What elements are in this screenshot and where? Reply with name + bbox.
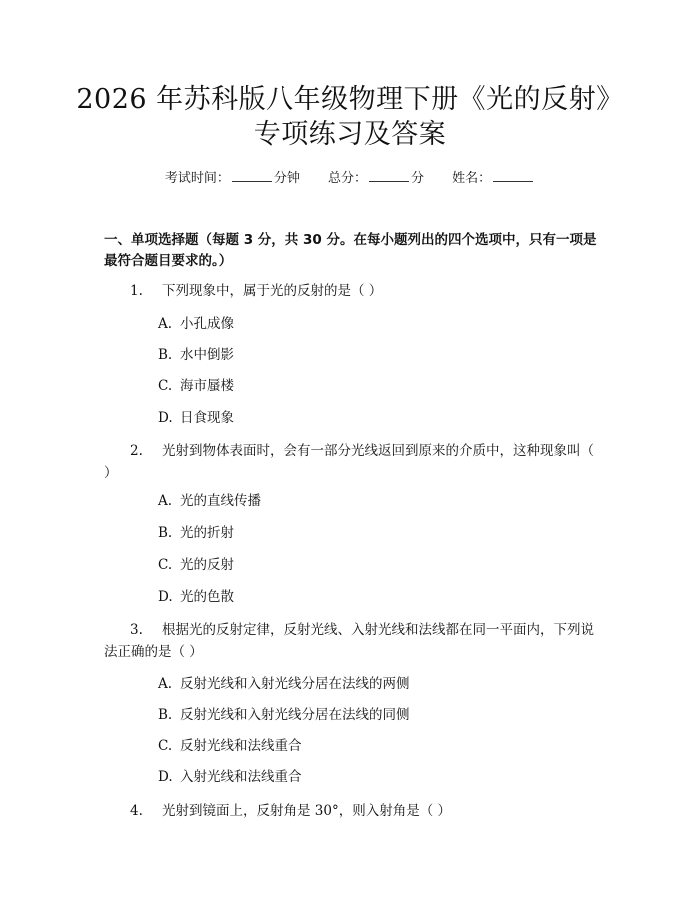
question-1	[104, 280, 600, 302]
option-text: 水中倒影	[180, 347, 234, 363]
option-letter: B.	[158, 525, 173, 541]
option-letter: C.	[158, 557, 173, 573]
option-letter: B.	[158, 347, 173, 363]
option-letter: C.	[158, 738, 173, 754]
question-number: 4.	[130, 803, 143, 819]
question-2-option-d	[158, 587, 234, 607]
option-text: 光的色散	[180, 589, 234, 605]
question-4	[104, 800, 600, 822]
question-1-option-c	[158, 376, 234, 396]
exam-time-blank	[232, 169, 272, 182]
question-text: 光射到镜面上，反射角是 30°，则入射角是（ ）	[162, 803, 452, 819]
student-name-blank	[493, 169, 533, 182]
question-2-option-a	[158, 491, 261, 511]
exam-time-label: 考试时间：	[164, 171, 230, 186]
student-name-label: 姓名：	[452, 171, 492, 186]
question-text: 光射到物体表面时，会有一部分光线返回到原来的介质中，这种现象叫（ ）	[104, 443, 594, 481]
option-text: 反射光线和入射光线分居在法线的两侧	[180, 676, 410, 692]
section-heading: 一、单项选择题（每题 3 分，共 30 分。在每小题列出的四个选项中，只有一项是最符合题目要求的。）	[104, 232, 597, 269]
option-text: 光的直线传播	[180, 493, 261, 509]
total-score-blank	[369, 169, 409, 182]
option-letter: A.	[158, 676, 173, 692]
option-letter: A.	[158, 316, 173, 332]
question-number: 3.	[130, 622, 143, 638]
option-letter: D.	[158, 410, 173, 426]
question-3-option-a	[158, 674, 410, 694]
question-2	[104, 440, 600, 484]
option-text: 小孔成像	[180, 316, 234, 332]
question-3-option-b	[158, 705, 410, 725]
question-text: 根据光的反射定律，反射光线、入射光线和法线都在同一平面内，下列说法正确的是（ ）	[104, 622, 594, 660]
option-letter: D.	[158, 769, 173, 785]
question-number: 2.	[130, 443, 143, 459]
option-letter: B.	[158, 707, 173, 723]
option-text: 入射光线和法线重合	[180, 769, 302, 785]
student-name-field	[452, 169, 535, 188]
exam-time-field	[165, 169, 300, 188]
option-text: 反射光线和入射光线分居在法线的同侧	[180, 707, 410, 723]
option-text: 海市蜃楼	[180, 378, 234, 394]
question-2-option-b	[158, 523, 234, 543]
option-text: 日食现象	[180, 410, 234, 426]
question-text: 下列现象中，属于光的反射的是（ ）	[162, 283, 383, 299]
question-1-option-d	[158, 408, 234, 428]
exam-info-line	[0, 169, 700, 188]
question-number: 1.	[130, 283, 143, 299]
exam-time-unit: 分钟	[273, 171, 300, 186]
total-score-unit: 分	[411, 171, 425, 186]
question-1-option-a	[158, 314, 234, 334]
question-3-option-c	[158, 736, 302, 756]
question-3	[104, 619, 600, 663]
option-text: 光的折射	[180, 525, 234, 541]
option-letter: D.	[158, 589, 173, 605]
total-score-field	[328, 169, 424, 188]
document-title-line1: 2026 年苏科版八年级物理下册《光的反射》	[76, 84, 624, 115]
option-text: 反射光线和法线重合	[180, 738, 302, 754]
option-letter: A.	[158, 493, 173, 509]
option-text: 光的反射	[180, 557, 234, 573]
total-score-label: 总分：	[327, 171, 367, 186]
question-3-option-d	[158, 767, 302, 787]
question-2-option-c	[158, 555, 234, 575]
option-letter: C.	[158, 378, 173, 394]
question-1-option-b	[158, 345, 234, 365]
document-title-line2: 专项练习及答案	[253, 119, 447, 150]
